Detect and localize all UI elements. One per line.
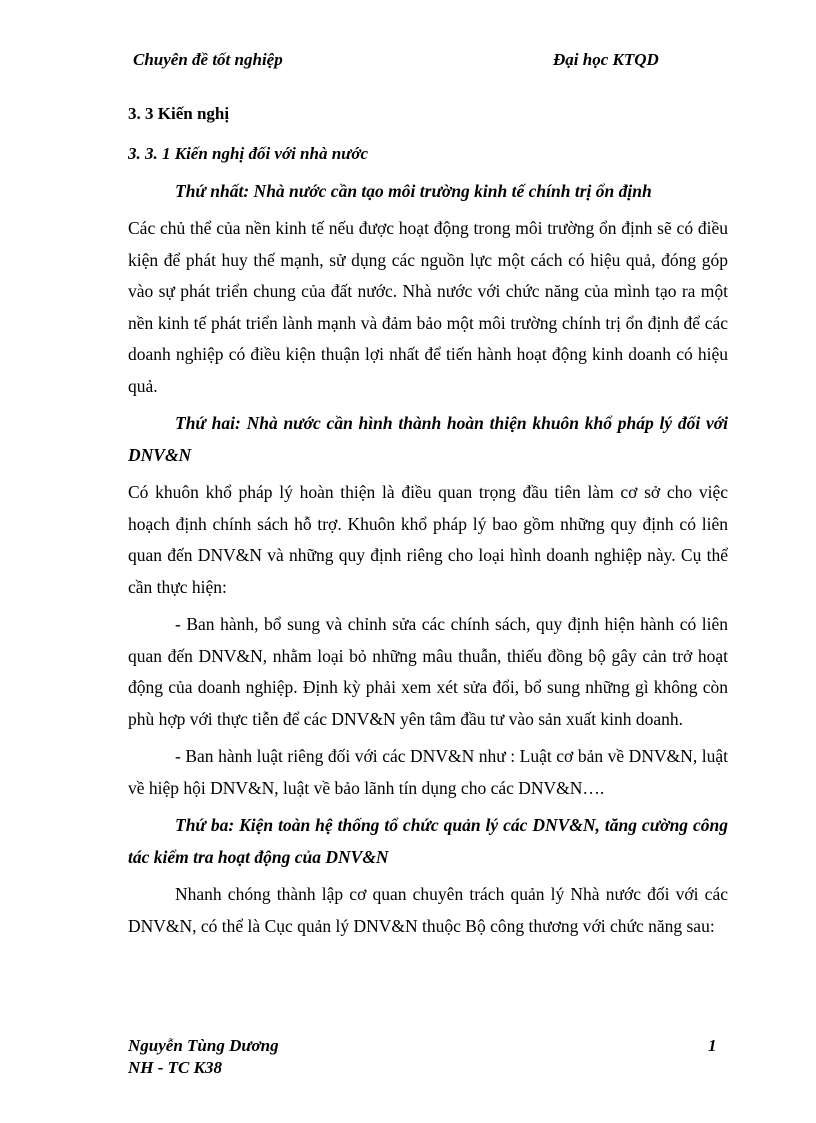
header-document-title: Chuyên đề tốt nghiệp [133, 50, 283, 69]
page-number: 1 [708, 1036, 717, 1055]
item-2-bullet-1: - Ban hành, bổ sung và chỉnh sửa các chính sách, quy định hiện hành có liên quan đến DNV&N, nhằm loại bỏ những mâu thuẫn, thiếu đồng bộ gây cản trở hoạt động của doanh nghiệp. Định kỳ phải xem xét sửa đổi, bổ sung những gì không còn phù hợp với thực tiễn để các DNV&N yên tâm đầu tư vào sản xuất kinh doanh. [128, 614, 728, 729]
item-2-bullet-2: - Ban hành luật riêng đối với các DNV&N như : Luật cơ bản về DNV&N, luật về hiệp hội DNV&N, luật về bảo lãnh tín dụng cho các DNV&N…. [128, 746, 728, 798]
item-1-heading: Thứ nhất: Nhà nước cần tạo môi trường kinh tế chính trị ổn định [175, 181, 652, 201]
footer-class: NH - TC K38 [128, 1058, 222, 1077]
item-2-heading: Thứ hai: Nhà nước cần hình thành hoàn thiện khuôn khổ pháp lý đối với DNV&N [128, 413, 728, 465]
header-university: Đại học KTQD [553, 50, 659, 69]
page-body [128, 104, 728, 942]
footer-author: Nguyễn Tùng Dương [128, 1036, 279, 1055]
section-title: 3. 3 Kiến nghị [128, 104, 230, 123]
item-3-paragraph: Nhanh chóng thành lập cơ quan chuyên trách quản lý Nhà nước đối với các DNV&N, có thể là Cục quản lý DNV&N thuộc Bộ công thương với chức năng sau: [128, 884, 728, 936]
item-2-paragraph: Có khuôn khổ pháp lý hoàn thiện là điều quan trọng đầu tiên làm cơ sở cho việc hoạch định chính sách hỗ trợ. Khuôn khổ pháp lý bao gồm những quy định có liên quan đến DNV&N và những quy định riêng cho loại hình doanh nghiệp này. Cụ thể cần thực hiện: [128, 482, 728, 597]
subsection-title: 3. 3. 1 Kiến nghị đối với nhà nước [128, 144, 369, 163]
item-3-heading: Thứ ba: Kiện toàn hệ thống tổ chức quản lý các DNV&N, tăng cường công tác kiểm tra hoạt động của DNV&N [128, 815, 728, 867]
item-1-paragraph: Các chủ thể của nền kinh tế nếu được hoạt động trong môi trường ổn định sẽ có điều kiện để phát huy thế mạnh, sử dụng các nguồn lực một cách có hiệu quả, đóng góp vào sự phát triển chung của đất nước. Nhà nước với chức năng của mình tạo ra một nền kinh tế phát triển lành mạnh và đảm bảo một môi trường chính trị ổn định để các doanh nghiệp có điều kiện thuận lợi nhất để tiến hành hoạt động kinh doanh có hiệu quả. [128, 218, 728, 396]
